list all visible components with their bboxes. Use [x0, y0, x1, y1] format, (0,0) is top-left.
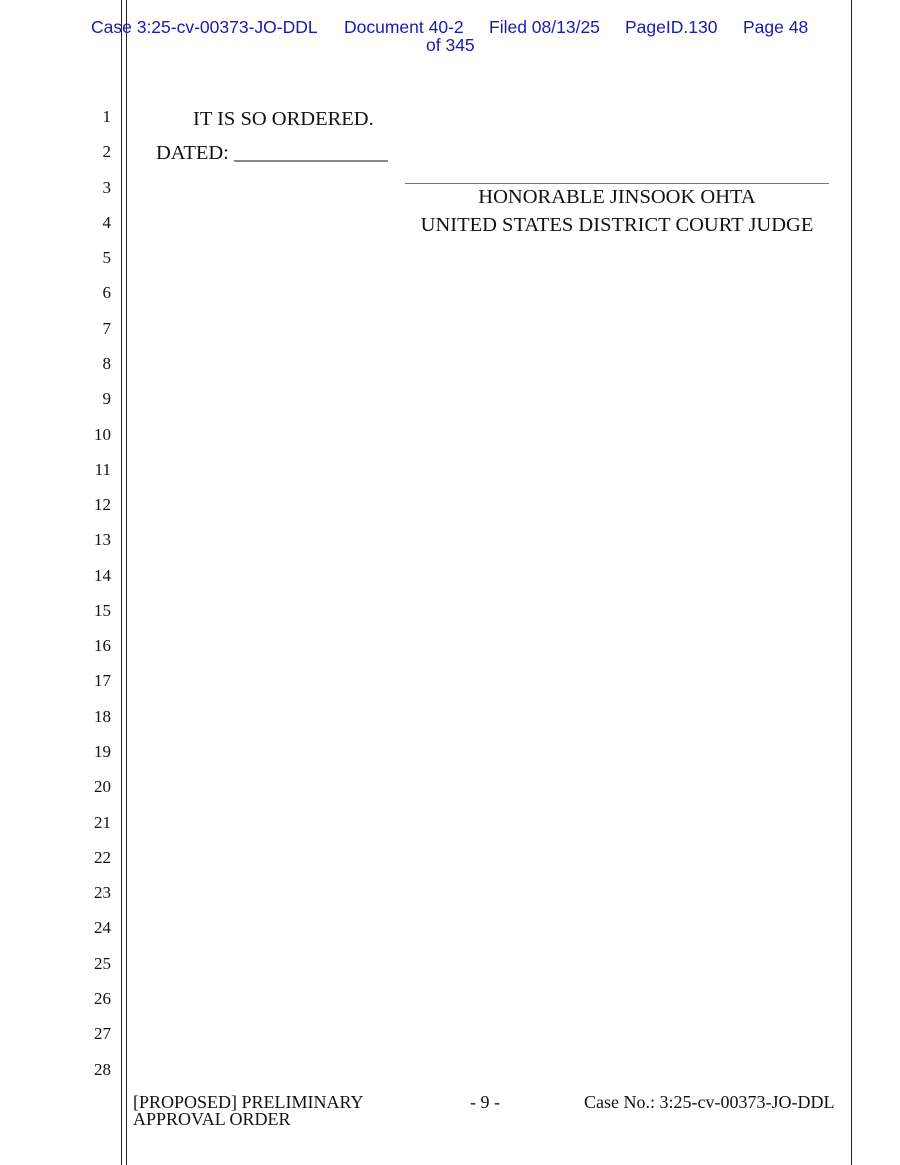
header-page-total: of 345: [426, 35, 475, 55]
line-number: 2: [102, 142, 111, 162]
line-number: 8: [102, 353, 111, 373]
footer-title-line-1: [PROPOSED] PRELIMINARY: [133, 1092, 364, 1112]
line-number: 18: [94, 706, 111, 726]
line-number: 15: [94, 600, 111, 620]
right-margin-rule: [851, 0, 852, 1165]
line-number: 11: [94, 459, 111, 479]
line-number: 14: [94, 565, 111, 585]
line-number: 1: [102, 107, 111, 126]
dated-line: [156, 141, 388, 165]
left-margin-rule-inner: [126, 0, 127, 1165]
footer-case-number: Case No.: 3:25-cv-00373-JO-DDL: [584, 1092, 835, 1112]
line-number: 5: [102, 248, 111, 268]
line-number: 4: [102, 212, 111, 232]
judge-name: HONORABLE JINSOOK OHTA: [478, 186, 756, 208]
header-page-id: PageID.130: [625, 17, 718, 37]
line-number: 23: [94, 883, 111, 903]
line-number: 9: [102, 389, 111, 409]
line-number: 12: [94, 495, 111, 515]
header-filed-date: Filed 08/13/25: [489, 17, 600, 37]
judge-title: UNITED STATES DISTRICT COURT JUDGE: [420, 214, 814, 236]
line-number: 10: [94, 424, 111, 444]
line-number: 25: [94, 953, 111, 973]
header-page: Page 48: [743, 17, 809, 37]
line-number: 22: [94, 847, 111, 867]
so-ordered-text: IT IS SO ORDERED.: [193, 108, 374, 130]
line-number: 13: [94, 530, 111, 550]
left-margin-rule-outer: [121, 0, 122, 1165]
line-number: 7: [102, 318, 111, 338]
line-number: 24: [94, 918, 111, 938]
footer-document-title: [133, 1094, 364, 1128]
footer-page-number: - 9 -: [470, 1092, 500, 1112]
line-number: 21: [94, 812, 111, 832]
line-number: 27: [94, 1024, 111, 1044]
line-number: 28: [94, 1059, 111, 1079]
line-number: 17: [94, 671, 111, 691]
line-number: 19: [94, 742, 111, 762]
line-number: 16: [94, 636, 111, 656]
line-number: 20: [94, 777, 111, 797]
line-number: 6: [102, 283, 111, 303]
header-case-number: Case 3:25-cv-00373-JO-DDL: [91, 17, 318, 37]
dated-blank: _______________: [234, 142, 388, 164]
footer-title-line-2: APPROVAL ORDER: [133, 1109, 291, 1129]
header-document: Document 40-2: [344, 17, 464, 37]
dated-label: DATED:: [156, 142, 229, 164]
line-number: 3: [102, 177, 111, 197]
signature-line: [405, 183, 829, 184]
line-number: 26: [94, 989, 111, 1008]
